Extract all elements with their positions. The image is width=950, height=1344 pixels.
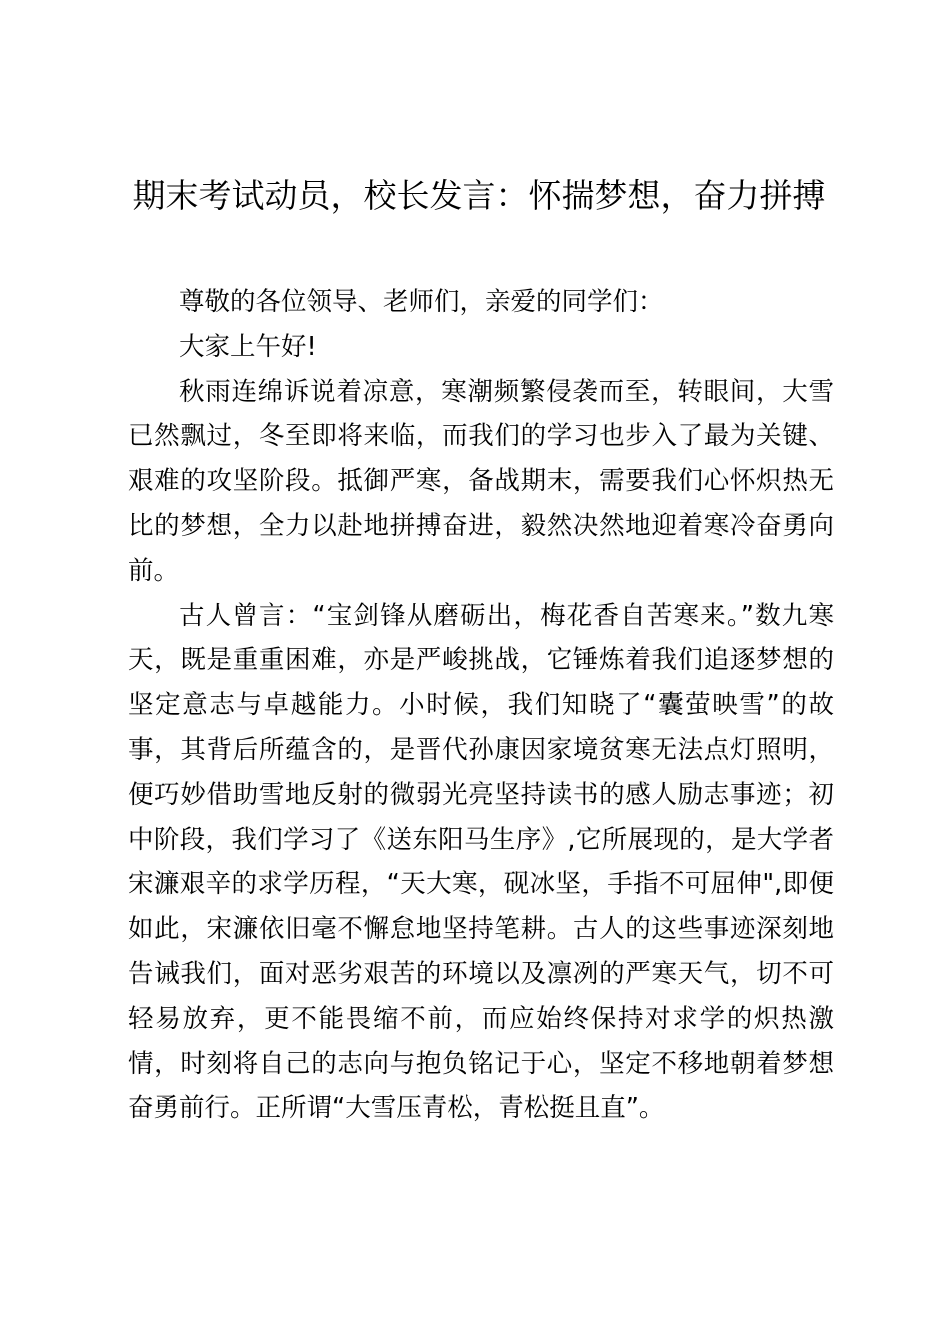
document-title: 期末考试动员，校长发言：怀揣梦想，奋力拼搏: [132, 176, 826, 215]
body-paragraph: 秋雨连绵诉说着凉意，寒潮频繁侵袭而至，转眼间，大雪已然飘过，冬至即将来临，而我们的学习也步入了最为关键、艰难的攻坚阶段。抵御严寒，备战期末，需要我们心怀炽热无比的梦想，全力以赴地拼搏奋进，毅然决然地迎着寒冷奋勇向前。: [128, 376, 834, 586]
document-body: [128, 280, 834, 1131]
body-paragraph: 古人曾言：“宝剑锋从磨砺出，梅花香自苦寒来。”数九寒天，既是重重困难，亦是严峻挑战，它锤炼着我们追逐梦想的坚定意志与卓越能力。小时候，我们知晓了“囊萤映雪”的故事，其背后所蕴含的，是晋代孙康因家境贫寒无法点灯照明，便巧妙借助雪地反射的微弱光亮坚持读书的感人励志事迹；初中阶段，我们学习了《送东阳马生序》,它所展现的，是大学者宋濂艰辛的求学历程，“天大寒，砚冰坚，手指不可屈伸",即便如此，宋濂依旧毫不懈怠地坚持笔耕。古人的这些事迹深刻地告诫我们，面对恶劣艰苦的环境以及凛冽的严寒天气，切不可轻易放弃，更不能畏缩不前，而应始终保持对求学的炽热激情，时刻将自己的志向与抱负铭记于心，坚定不移地朝着梦想奋勇前行。正所谓“大雪压青松，青松挺且直”。: [128, 600, 834, 1124]
salutation-paragraph: 尊敬的各位领导、老师们，亲爱的同学们：: [179, 287, 664, 317]
greeting-paragraph: 大家上午好!: [179, 331, 317, 362]
